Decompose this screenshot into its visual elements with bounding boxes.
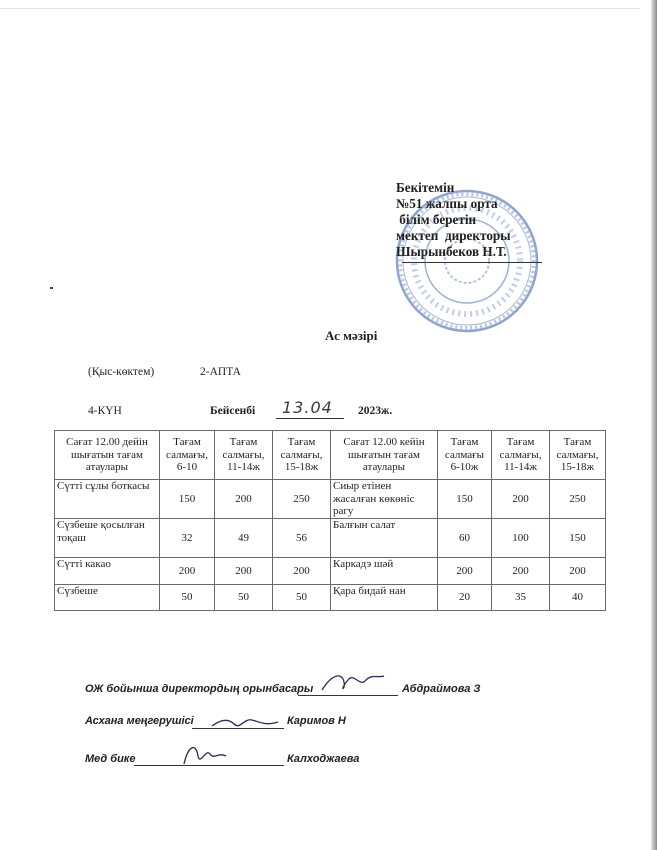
- dish-name: Сүзбеше: [55, 585, 160, 611]
- deputy-name: Абдраймова З: [402, 683, 481, 695]
- menu-table: [54, 430, 606, 611]
- weight-cell: 20: [438, 585, 492, 611]
- scan-right-edge: [651, 0, 657, 850]
- day-label: 4-КҮН: [88, 405, 122, 417]
- weight-cell: 60: [438, 519, 492, 558]
- column-header: Сағат 12.00 кейін шығатын тағам атаулары: [331, 431, 438, 480]
- weight-cell: 32: [160, 519, 215, 558]
- week-label: 2-АПТА: [200, 366, 241, 378]
- deputy-handwritten-signature: [318, 668, 388, 696]
- dish-name: Қара бидай нан: [331, 585, 438, 611]
- approval-line: мектеп директоры: [396, 228, 511, 243]
- weekday-label: Бейсенбі: [210, 405, 256, 417]
- dish-name: Сиыр етінен жасалған көкөніс рагу: [331, 480, 438, 519]
- weight-cell: 56: [273, 519, 331, 558]
- page-title: Ас мәзірі: [325, 328, 378, 343]
- column-header: Тағам салмағы, 15-18ж: [550, 431, 606, 480]
- table-header-row: [55, 431, 606, 480]
- column-header: Тағам салмағы, 6-10: [160, 431, 215, 480]
- dish-name: Каркадэ шәй: [331, 558, 438, 585]
- nurse-label: Мед бике: [85, 753, 136, 765]
- canteen-name: Каримов Н: [287, 715, 346, 727]
- table-row: [55, 519, 606, 558]
- weight-cell: 200: [438, 558, 492, 585]
- year-label: 2023ж.: [358, 405, 393, 417]
- weight-cell: 50: [160, 585, 215, 611]
- dish-name: Сүтті сұлы боткасы: [55, 480, 160, 519]
- column-header: Тағам салмағы 6-10ж: [438, 431, 492, 480]
- dish-name: Сүтті какао: [55, 558, 160, 585]
- weight-cell: 150: [550, 519, 606, 558]
- approval-line: Бекітемін: [396, 180, 455, 195]
- weight-cell: 200: [550, 558, 606, 585]
- weight-cell: 50: [215, 585, 273, 611]
- weight-cell: 250: [550, 480, 606, 519]
- weight-cell: 49: [215, 519, 273, 558]
- approval-block: [396, 180, 542, 263]
- deputy-label: ОЖ бойынша директордың орынбасары: [85, 683, 314, 695]
- approval-line: №51 жалпы орта: [396, 196, 498, 211]
- weight-cell: 250: [273, 480, 331, 519]
- weight-cell: 200: [492, 558, 550, 585]
- weight-cell: 200: [160, 558, 215, 585]
- table-row: [55, 585, 606, 611]
- weight-cell: 200: [215, 480, 273, 519]
- weight-cell: 200: [492, 480, 550, 519]
- column-header: Сағат 12.00 дейін шығатын тағам атаулары: [55, 431, 160, 480]
- approval-signature-line: [402, 262, 542, 263]
- table-row: [55, 480, 606, 519]
- scan-top-line: [0, 8, 640, 9]
- weight-cell: 150: [160, 480, 215, 519]
- weight-cell: 200: [273, 558, 331, 585]
- dish-name: Балғын салат: [331, 519, 438, 558]
- weight-cell: 200: [215, 558, 273, 585]
- table-row: [55, 558, 606, 585]
- weight-cell: 50: [273, 585, 331, 611]
- weight-cell: 150: [438, 480, 492, 519]
- season-label: (Қыс-көктем): [88, 366, 155, 378]
- dish-name: Сүзбеше қосылған тоқаш: [55, 519, 160, 558]
- nurse-name: Калходжаева: [287, 753, 360, 765]
- weight-cell: 100: [492, 519, 550, 558]
- handwritten-date: 13.04: [282, 398, 333, 417]
- column-header: Тағам салмағы, 11-14ж: [215, 431, 273, 480]
- approval-line: Шырынбеков Н.Т.: [396, 244, 507, 259]
- column-header: Тағам салмағы, 15-18ж: [273, 431, 331, 480]
- date-underline: [276, 418, 344, 419]
- weight-cell: 40: [550, 585, 606, 611]
- nurse-handwritten-signature: [178, 738, 230, 768]
- column-header: Тағам салмағы, 11-14ж: [492, 431, 550, 480]
- approval-line: білім беретін: [396, 212, 477, 227]
- weight-cell: 35: [492, 585, 550, 611]
- scan-speck: [50, 287, 53, 289]
- canteen-label: Асхана меңгерушісі: [85, 715, 194, 727]
- canteen-handwritten-signature: [210, 708, 280, 734]
